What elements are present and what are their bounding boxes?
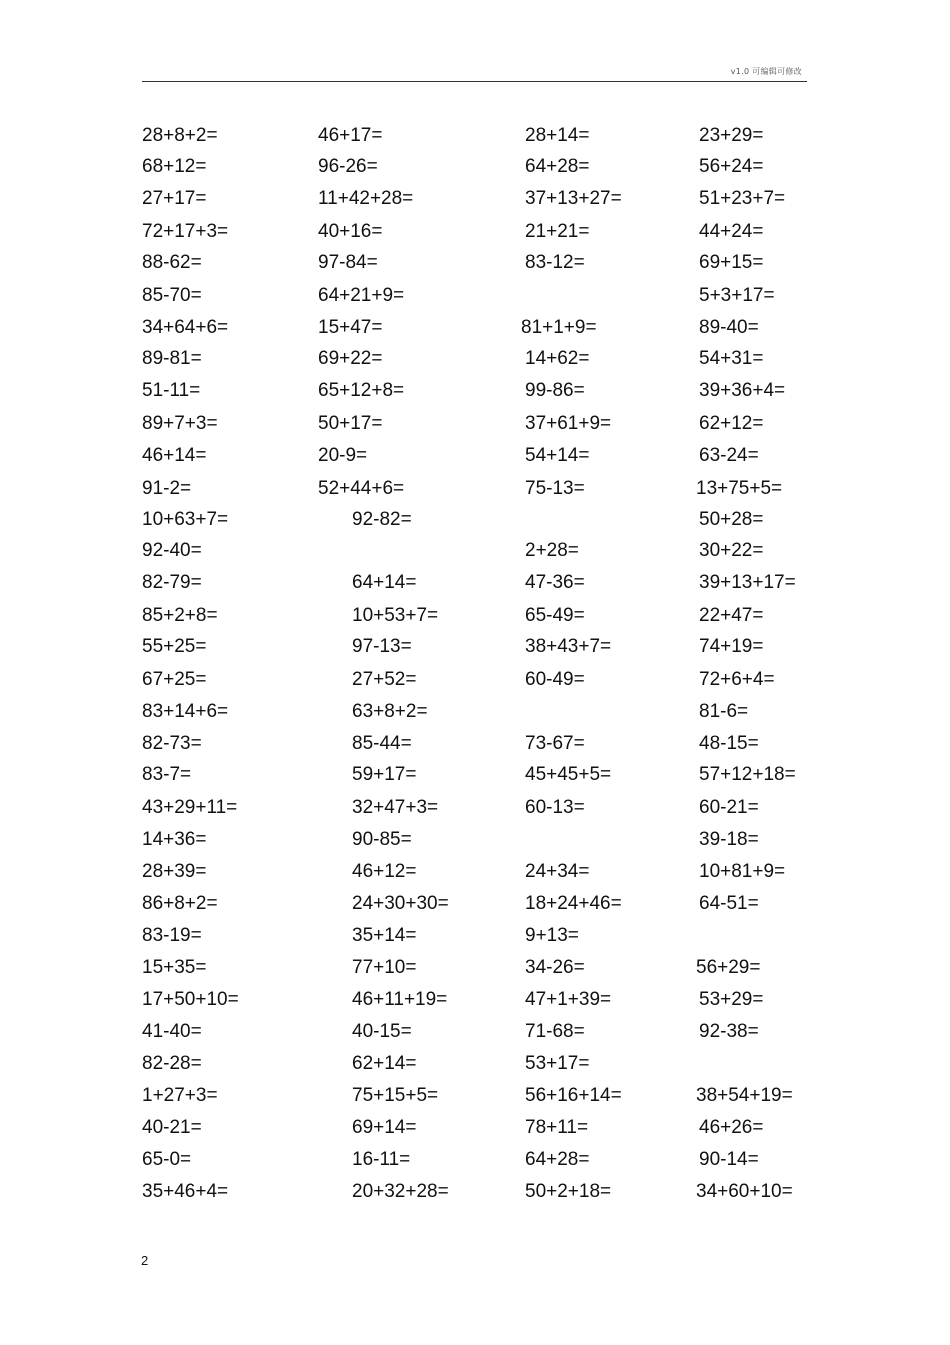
math-problem: 53+17= bbox=[525, 1053, 590, 1074]
math-problem: 92-82= bbox=[352, 509, 412, 530]
math-problem: 85-44= bbox=[352, 733, 412, 754]
math-problem: 64+14= bbox=[352, 572, 417, 593]
math-problem: 64-51= bbox=[699, 893, 759, 914]
math-problem: 89+7+3= bbox=[142, 413, 218, 434]
math-problem: 37+61+9= bbox=[525, 413, 612, 434]
math-problem: 83-12= bbox=[525, 252, 585, 273]
math-problem: 15+35= bbox=[142, 957, 207, 978]
math-problem: 23+29= bbox=[699, 125, 764, 146]
math-problem: 37+13+27= bbox=[525, 188, 622, 209]
math-problem: 20-9= bbox=[318, 445, 368, 466]
math-problem: 63-24= bbox=[699, 445, 759, 466]
math-problem: 28+14= bbox=[525, 125, 590, 146]
math-problem: 64+28= bbox=[525, 1149, 590, 1170]
math-problem: 67+25= bbox=[142, 669, 207, 690]
math-problem: 75-13= bbox=[525, 478, 585, 499]
math-problem: 11+42+28= bbox=[318, 188, 414, 209]
math-problem: 48-15= bbox=[699, 733, 759, 754]
math-problem: 62+14= bbox=[352, 1053, 417, 1074]
math-problem: 2+28= bbox=[525, 540, 579, 561]
math-problem: 32+47+3= bbox=[352, 797, 439, 818]
math-problem: 72+17+3= bbox=[142, 221, 229, 242]
math-problem: 27+17= bbox=[142, 188, 207, 209]
math-problem: 28+8+2= bbox=[142, 125, 218, 146]
math-problem: 71-68= bbox=[525, 1021, 585, 1042]
math-problem: 28+39= bbox=[142, 861, 207, 882]
math-problem: 65+12+8= bbox=[318, 380, 405, 401]
math-problem: 1+27+3= bbox=[142, 1085, 218, 1106]
math-problem: 22+47= bbox=[699, 605, 764, 626]
math-problem: 56+16+14= bbox=[525, 1085, 622, 1106]
math-problem: 92-38= bbox=[699, 1021, 759, 1042]
math-problem: 24+30+30= bbox=[352, 893, 449, 914]
math-problem: 15+47= bbox=[318, 317, 383, 338]
math-problem: 99-86= bbox=[525, 380, 585, 401]
math-problem: 55+25= bbox=[142, 636, 207, 657]
math-problem: 81-6= bbox=[699, 701, 749, 722]
math-problem: 65-0= bbox=[142, 1149, 192, 1170]
math-problem: 63+8+2= bbox=[352, 701, 428, 722]
math-problem: 47+1+39= bbox=[525, 989, 612, 1010]
math-problem: 68+12= bbox=[142, 156, 207, 177]
math-problem: 64+21+9= bbox=[318, 285, 405, 306]
math-problem: 10+53+7= bbox=[352, 605, 439, 626]
math-problem: 56+29= bbox=[696, 957, 761, 978]
math-problem: 38+43+7= bbox=[525, 636, 612, 657]
math-problem: 5+3+17= bbox=[699, 285, 775, 306]
math-problem: 77+10= bbox=[352, 957, 417, 978]
math-problem: 82-28= bbox=[142, 1053, 202, 1074]
math-problem: 60-13= bbox=[525, 797, 585, 818]
math-problem: 69+14= bbox=[352, 1117, 417, 1138]
math-problem: 50+28= bbox=[699, 509, 764, 530]
math-problem: 20+32+28= bbox=[352, 1181, 449, 1202]
math-problem: 44+24= bbox=[699, 221, 764, 242]
math-problem: 78+11= bbox=[525, 1117, 589, 1138]
math-problem: 92-40= bbox=[142, 540, 202, 561]
page-number: 2 bbox=[141, 1253, 149, 1268]
math-problem: 34+60+10= bbox=[696, 1181, 793, 1202]
math-problem: 90-85= bbox=[352, 829, 412, 850]
math-problem: 97-13= bbox=[352, 636, 412, 657]
math-problem: 85+2+8= bbox=[142, 605, 218, 626]
math-problem: 74+19= bbox=[699, 636, 764, 657]
math-problem: 60-21= bbox=[699, 797, 759, 818]
math-problem: 46+11+19= bbox=[352, 989, 448, 1010]
math-problem: 52+44+6= bbox=[318, 478, 405, 499]
header-rule bbox=[142, 81, 807, 82]
math-problem: 89-40= bbox=[699, 317, 759, 338]
math-problem: 10+63+7= bbox=[142, 509, 229, 530]
math-problem: 89-81= bbox=[142, 348, 202, 369]
math-problem: 73-67= bbox=[525, 733, 585, 754]
math-problem: 69+22= bbox=[318, 348, 383, 369]
math-problem: 51+23+7= bbox=[699, 188, 786, 209]
math-problem: 46+26= bbox=[699, 1117, 764, 1138]
math-problem: 57+12+18= bbox=[699, 764, 796, 785]
math-problem: 88-62= bbox=[142, 252, 202, 273]
math-problem: 40+16= bbox=[318, 221, 383, 242]
math-problem: 83+14+6= bbox=[142, 701, 229, 722]
math-problem: 81+1+9= bbox=[521, 317, 597, 338]
math-problem: 50+2+18= bbox=[525, 1181, 612, 1202]
math-problem: 38+54+19= bbox=[696, 1085, 793, 1106]
math-problem: 54+14= bbox=[525, 445, 590, 466]
math-problem: 46+12= bbox=[352, 861, 417, 882]
math-problem: 39+13+17= bbox=[699, 572, 796, 593]
math-problem: 14+62= bbox=[525, 348, 590, 369]
math-problem: 69+15= bbox=[699, 252, 764, 273]
math-problem: 46+14= bbox=[142, 445, 207, 466]
math-problem: 91-2= bbox=[142, 478, 192, 499]
math-problem: 10+81+9= bbox=[699, 861, 786, 882]
math-problem: 30+22= bbox=[699, 540, 764, 561]
math-problem: 39-18= bbox=[699, 829, 759, 850]
math-problem: 82-73= bbox=[142, 733, 202, 754]
math-problem: 60-49= bbox=[525, 669, 585, 690]
math-problem: 40-15= bbox=[352, 1021, 412, 1042]
math-problem: 50+17= bbox=[318, 413, 383, 434]
math-problem: 56+24= bbox=[699, 156, 764, 177]
math-problem: 34+64+6= bbox=[142, 317, 229, 338]
math-problem: 53+29= bbox=[699, 989, 764, 1010]
math-problem: 40-21= bbox=[142, 1117, 202, 1138]
math-problem: 14+36= bbox=[142, 829, 207, 850]
math-problem: 65-49= bbox=[525, 605, 585, 626]
math-problem: 51-11= bbox=[142, 380, 201, 401]
math-problem: 34-26= bbox=[525, 957, 585, 978]
math-problem: 86+8+2= bbox=[142, 893, 218, 914]
math-problem: 21+21= bbox=[525, 221, 590, 242]
math-problem: 72+6+4= bbox=[699, 669, 775, 690]
math-problem: 45+45+5= bbox=[525, 764, 612, 785]
math-problem: 39+36+4= bbox=[699, 380, 786, 401]
math-problem: 17+50+10= bbox=[142, 989, 239, 1010]
math-problem: 24+34= bbox=[525, 861, 590, 882]
math-problem: 47-36= bbox=[525, 572, 585, 593]
math-problem: 35+46+4= bbox=[142, 1181, 229, 1202]
math-problem: 64+28= bbox=[525, 156, 590, 177]
math-problem: 96-26= bbox=[318, 156, 378, 177]
math-problem: 83-7= bbox=[142, 764, 192, 785]
header-text: v1.0 可编辑可修改 bbox=[730, 67, 802, 76]
math-problem: 83-19= bbox=[142, 925, 202, 946]
math-problem: 75+15+5= bbox=[352, 1085, 439, 1106]
math-problem: 85-70= bbox=[142, 285, 202, 306]
math-problem: 35+14= bbox=[352, 925, 417, 946]
math-problem: 9+13= bbox=[525, 925, 579, 946]
math-problem: 16-11= bbox=[352, 1149, 411, 1170]
math-problem: 62+12= bbox=[699, 413, 764, 434]
math-problem: 46+17= bbox=[318, 125, 383, 146]
math-problem: 13+75+5= bbox=[696, 478, 783, 499]
math-problem: 59+17= bbox=[352, 764, 417, 785]
math-problem: 43+29+11= bbox=[142, 797, 238, 818]
math-problem: 27+52= bbox=[352, 669, 417, 690]
math-problem: 54+31= bbox=[699, 348, 764, 369]
math-problem: 90-14= bbox=[699, 1149, 759, 1170]
math-problem: 82-79= bbox=[142, 572, 202, 593]
math-problem: 41-40= bbox=[142, 1021, 202, 1042]
math-problem: 97-84= bbox=[318, 252, 378, 273]
math-problem: 18+24+46= bbox=[525, 893, 622, 914]
